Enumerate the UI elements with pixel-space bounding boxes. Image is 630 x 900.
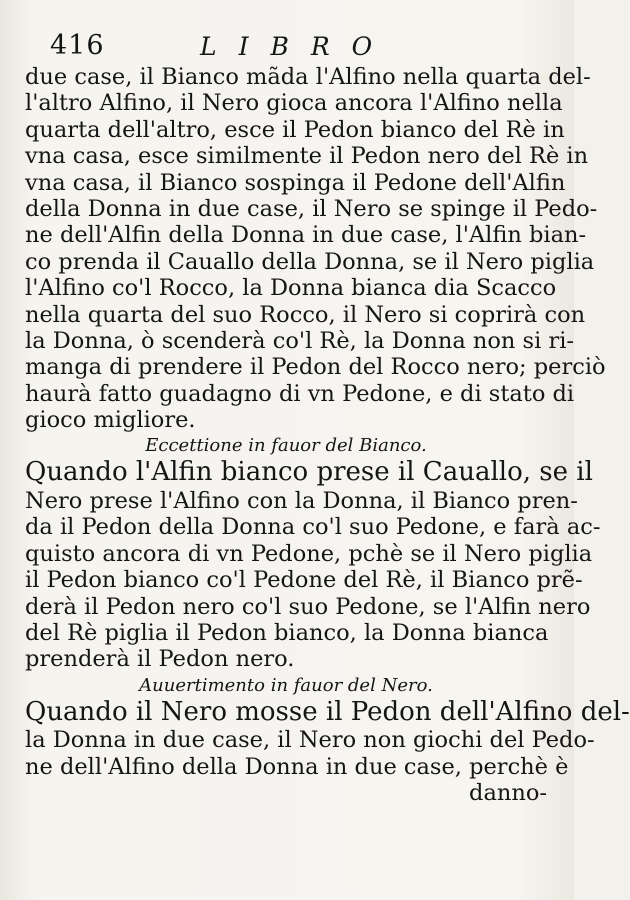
page-header: [50, 30, 550, 64]
text-line: vna casa, esce similmente il Pedon nero del Rè in: [25, 143, 589, 170]
text-line: quarta dell'altro, esce il Pedon bianco del Rè in: [25, 116, 565, 143]
paragraph-1: [25, 64, 606, 434]
text-line: il Pedon bianco co'l Pedone del Rè, il Bianco prẽ-: [25, 567, 583, 594]
body-text: [25, 64, 630, 806]
text-line: Quando il Nero mosse il Pedon dell'Alfino del-: [25, 696, 630, 727]
section-heading-bianco: Eccettione in fauor del Bianco.: [145, 435, 427, 457]
text-line: Nero prese l'Alfino con la Donna, il Bianco pren-: [25, 487, 578, 514]
text-line: ne dell'Alfin della Donna in due case, l'Alfin bian-: [25, 222, 587, 249]
text-line: l'Alfino co'l Rocco, la Donna bianca dia Scacco: [25, 275, 557, 302]
paragraph-2: [25, 457, 601, 673]
text-line: l'altro Alfino, il Nero gioca ancora l'Alfino nella: [25, 90, 563, 117]
text-line: vna casa, il Bianco sospinga il Pedone dell'Alfin: [25, 169, 566, 196]
text-line: nella quarta del suo Rocco, il Nero si coprirà con: [25, 301, 586, 328]
running-head: LIBRO: [200, 32, 395, 61]
text-line: da il Pedon della Donna co'l suo Pedone, e farà ac-: [25, 514, 601, 541]
text-line: haurà fatto guadagno di vn Pedone, e di stato di: [25, 380, 575, 407]
page-number: 416: [50, 30, 105, 61]
text-line: manga di prendere il Pedon del Rocco nero; perciò: [25, 354, 606, 381]
text-line: due case, il Bianco mãda l'Alfino nella quarta del-: [25, 64, 591, 90]
text-line: la Donna, ò scenderà co'l Rè, la Donna non si ri-: [25, 327, 575, 354]
text-line: gioco migliore.: [25, 407, 196, 434]
section-heading-nero: Auuertimento in fauor del Nero.: [139, 674, 433, 696]
paragraph-3: [25, 696, 630, 807]
text-line: della Donna in due case, il Nero se spinge il Pedo-: [25, 195, 598, 222]
text-line: prenderà il Pedon nero.: [25, 646, 295, 673]
text-line: ne dell'Alfino della Donna in due case, perchè è: [25, 753, 569, 780]
catchword: danno-: [469, 779, 547, 806]
text-line: del Rè piglia il Pedon bianco, la Donna bianca: [25, 619, 549, 646]
text-line: co prenda il Cauallo della Donna, se il Nero piglia: [25, 248, 595, 275]
text-line: derà il Pedon nero co'l suo Pedone, se l'Alfin nero: [25, 593, 591, 620]
text-line: Quando l'Alfin bianco prese il Cauallo, se il: [25, 457, 593, 488]
text-line: la Donna in due case, il Nero non giochi del Pedo-: [25, 727, 595, 754]
text-line: quisto ancora di vn Pedone, pchè se il Nero piglia: [25, 540, 593, 567]
